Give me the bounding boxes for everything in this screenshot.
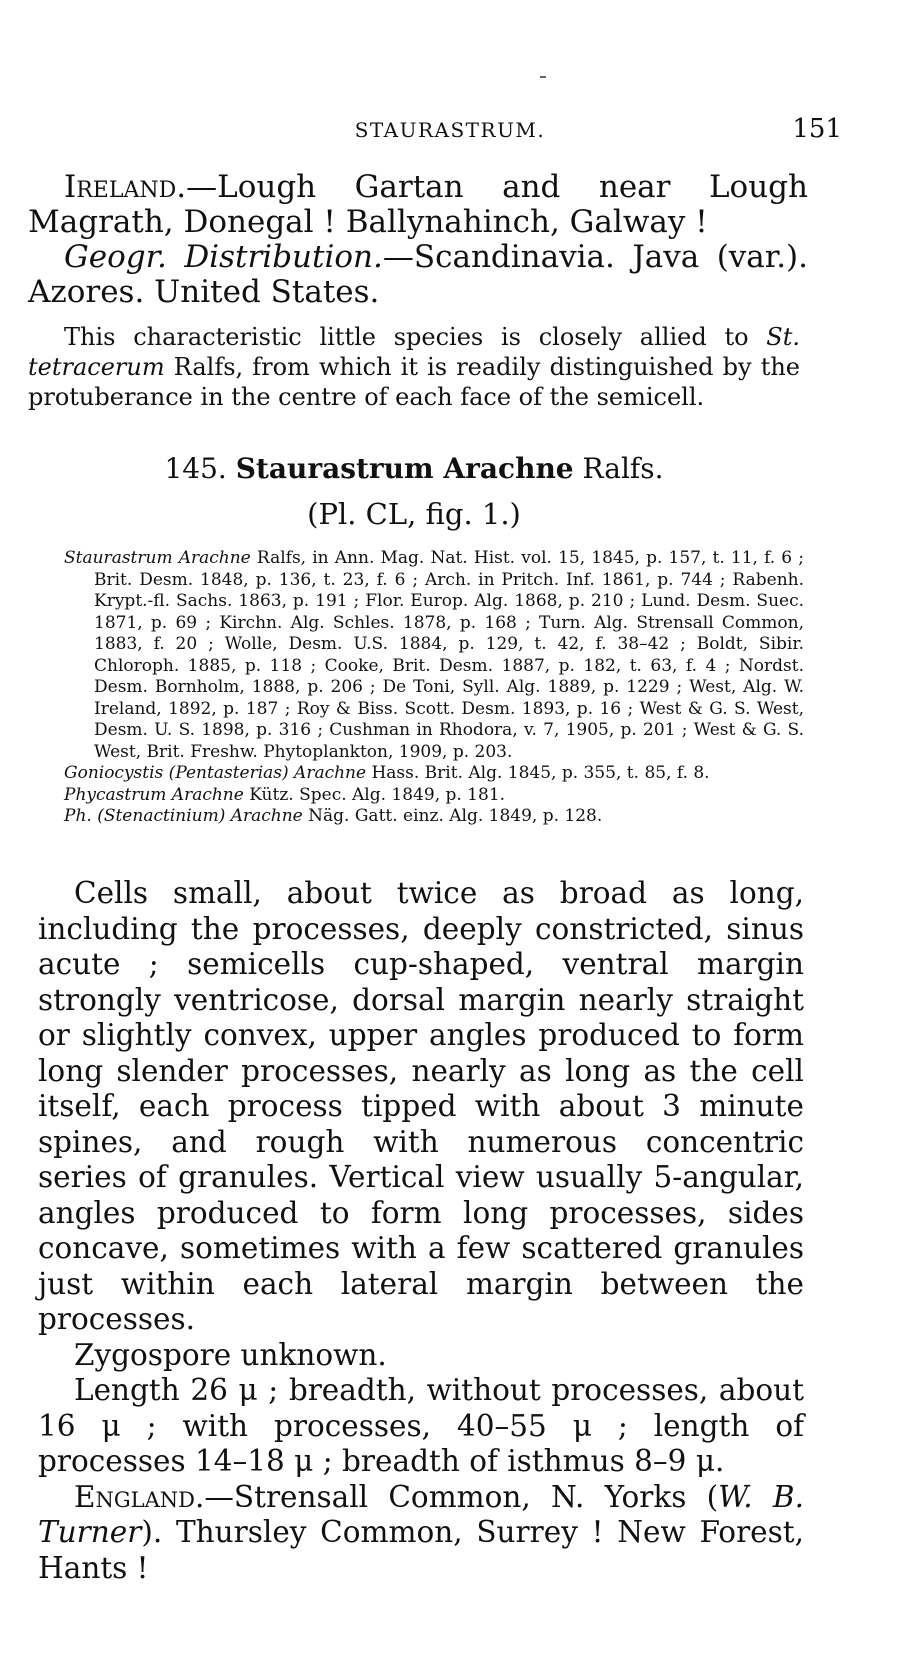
england-paragraph — [38, 1480, 804, 1587]
ireland-paragraph — [28, 170, 808, 240]
description — [38, 876, 804, 1586]
note-paragraph — [28, 322, 800, 412]
synonym-name: Ph. (Stenactinium) Arachne — [64, 806, 303, 826]
synonym-name: Staurastrum Arachne — [64, 548, 251, 568]
dimensions-paragraph: Length 26 μ ; breadth, without processes, about 16 μ ; with processes, 40–55 μ ; length of processes 14–18 μ ; breadth of isthmus 8–9 μ. — [38, 1373, 804, 1478]
plate-reference: (Pl. CL, fig. 1.) — [307, 497, 521, 531]
synonym-entry — [64, 785, 804, 807]
species-author: Ralfs. — [582, 452, 664, 485]
england-label: England. — [74, 1479, 205, 1514]
geogr-label: Geogr. Distribution. — [64, 239, 383, 275]
synonym-citation: Hass. Brit. Alg. 1845, p. 355, t. 85, f. 8. — [366, 763, 710, 783]
synonym-entry — [64, 763, 804, 785]
note-species: St. tetracerum — [28, 323, 800, 381]
synonym-citation: Kütz. Spec. Alg. 1849, p. 181. — [243, 784, 506, 805]
ireland-label: Ireland. — [64, 169, 187, 205]
synonym-citation: Ralfs, in Ann. Mag. Nat. Hist. vol. 15, 1845, p. 157, t. 11, f. 6 ; Brit. Desm. 1848, p. 136, t. 23, f. 6 ; Arch. in Pritch. Inf. 1861, p. 744 ; Rabenh. Krypt.-fl. Sachs. 1863, p. 191 ; Flor. Europ. Alg. 1868, p. 210 ; Lund. Desm. Suec. 1871, p. 69 ; Kirchn. Alg. Schles. 1878, p. 168 ; Turn. Alg. Strensall Common, 1883, f. 20 ; Wolle, Desm. U.S. 1884, p. 129, t. 42, f. 38–42 ; Boldt, Sibir. Chloroph. 1885, p. 118 ; Cooke, Brit. Desm. 1887, p. 182, t. 63, f. 4 ; Nordst. Desm. Bornholm, 1888, p. 206 ; De Toni, Syll. Alg. 1889, p. 1229 ; West, Alg. W. Ireland, 1892, p. 187 ; Roy & Biss. Scott. Desm. 1893, p. 16 ; West & G. S. West, Desm. U. S. 1898, p. 316 ; Cushman in Rhodora, v. 7, 1905, p. 201 ; West & G. S. West, Brit. Freshw. Phytoplankton, 1909, p. 203. — [94, 548, 805, 762]
synonym-entry — [64, 548, 804, 763]
note-text-a: This characteristic little species is closely allied to — [64, 323, 767, 351]
species-number: 145. — [164, 452, 227, 485]
scan-mark — [540, 76, 546, 78]
england-collector: W. B. Turner — [38, 1479, 804, 1549]
geogr-text: —Scandinavia. Java (var.). Azores. United States. — [28, 239, 808, 310]
england-text-a: —Strensall Common, N. Yorks ( — [204, 1479, 719, 1514]
zygospore-paragraph: Zygospore unknown. — [74, 1337, 387, 1372]
ireland-text: —Lough Gartan and near Lough Magrath, Donegal ! Ballynahinch, Galway ! — [28, 169, 808, 240]
synonym-name: Goniocystis (Pentasterias) Arachne — [64, 763, 367, 783]
geogr-paragraph — [28, 240, 808, 310]
species-name: Staurastrum Arachne — [235, 452, 574, 485]
ireland-section — [28, 170, 808, 310]
page-header — [0, 116, 900, 146]
synonym-name: Phycastrum Arachne — [64, 784, 244, 805]
synonym-entry — [64, 806, 804, 828]
species-heading — [28, 452, 800, 486]
note-text-b: Ralfs, from which it is readily distinguished by the protuberance in the centre of each face of the semicell. — [28, 353, 800, 411]
england-text-b: ). Thursley Common, Surrey ! New Forest, Hants ! — [38, 1515, 804, 1585]
page-number: 151 — [792, 114, 842, 144]
description-paragraph: Cells small, about twice as broad as long, including the processes, deeply constricted, sinus acute ; semicells cup-shaped, ventral margin strongly ventricose, dorsal margin nearly straight or slightly convex, upper angles produced to form long slender processes, nearly as long as the cell itself, each process tipped with about 3 minute spines, and rough with numerous concentric series of granules. Vertical view usually 5-angular, angles produced to form long processes, sides concave, sometimes with a few scattered granules just within each lateral margin between the processes. — [38, 876, 804, 1336]
running-title: STAURASTRUM. — [354, 118, 546, 142]
synonymy-list — [64, 548, 804, 828]
synonym-citation: Näg. Gatt. einz. Alg. 1849, p. 128. — [302, 806, 603, 826]
